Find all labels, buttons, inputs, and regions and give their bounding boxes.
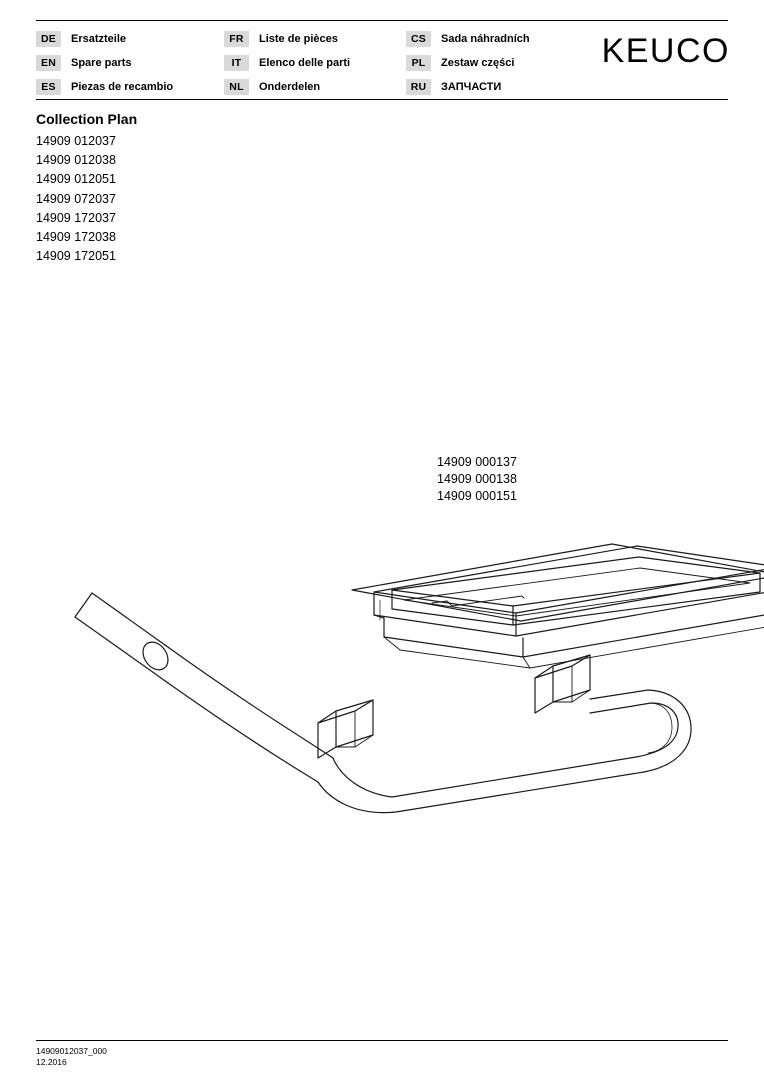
- part-number: 14909 012038: [36, 153, 116, 168]
- part-number: 14909 172038: [36, 230, 116, 245]
- wall-bracket-left: [318, 700, 373, 758]
- language-code-it: IT: [224, 55, 249, 71]
- page-title: Collection Plan: [36, 111, 138, 127]
- language-row-en: [36, 51, 173, 75]
- footer-reference: 14909012037_000: [36, 1046, 107, 1056]
- language-label-nl: Onderdelen: [259, 81, 321, 93]
- language-row-de: [36, 27, 173, 51]
- wall-bracket-right: [535, 655, 590, 713]
- part-number: 14909 012051: [36, 172, 116, 187]
- header-top-rule: [36, 20, 728, 21]
- language-label-es: Piezas de recambio: [71, 81, 174, 93]
- language-label-fr: Liste de pièces: [259, 33, 338, 45]
- language-column-1: [36, 27, 173, 99]
- part-number: 14909 012037: [36, 134, 116, 148]
- language-label-en: Spare parts: [71, 57, 132, 69]
- language-label-it: Elenco delle parti: [259, 57, 351, 69]
- language-row-nl: [224, 75, 350, 99]
- header-bottom-rule: [36, 99, 728, 100]
- language-row-fr: [224, 27, 350, 51]
- footer: [36, 1046, 107, 1068]
- callout-part-number: 14909 000138: [437, 472, 517, 486]
- part-number-list: [36, 132, 116, 266]
- language-row-cs: [406, 27, 530, 51]
- callout-part-number: 14909 000137: [437, 455, 517, 469]
- language-code-en: EN: [36, 55, 61, 71]
- language-code-nl: NL: [224, 79, 249, 95]
- language-column-3: [406, 27, 530, 99]
- callout-part-numbers: [437, 454, 517, 505]
- language-column-2: [224, 27, 350, 99]
- language-row-pl: [406, 51, 530, 75]
- language-code-ru: RU: [406, 79, 431, 95]
- footer-rule: [36, 1040, 728, 1041]
- language-code-es: ES: [36, 79, 61, 95]
- language-row-es: [36, 75, 173, 99]
- part-number: 14909 172037: [36, 210, 116, 225]
- towel-rail: [75, 593, 691, 813]
- language-row-ru: [406, 75, 530, 99]
- language-code-pl: PL: [406, 55, 431, 71]
- part-number: 14909 172051: [36, 249, 116, 264]
- callout-part-number: 14909 000151: [437, 489, 517, 503]
- part-number: 14909 072037: [36, 191, 116, 206]
- language-label-de: Ersatzteile: [71, 33, 127, 45]
- language-row-it: [224, 51, 350, 75]
- language-label-ru: ЗАПЧАСТИ: [441, 81, 502, 93]
- language-code-cs: CS: [406, 31, 431, 47]
- language-code-fr: FR: [224, 31, 249, 47]
- footer-date: 12.2016: [36, 1057, 67, 1067]
- language-label-pl: Zestaw części: [441, 57, 515, 69]
- tray-insert: [352, 544, 764, 668]
- language-code-de: DE: [36, 31, 61, 47]
- language-label-cs: Sada náhradních: [441, 33, 530, 45]
- brand-logo: KEUCO: [601, 32, 730, 70]
